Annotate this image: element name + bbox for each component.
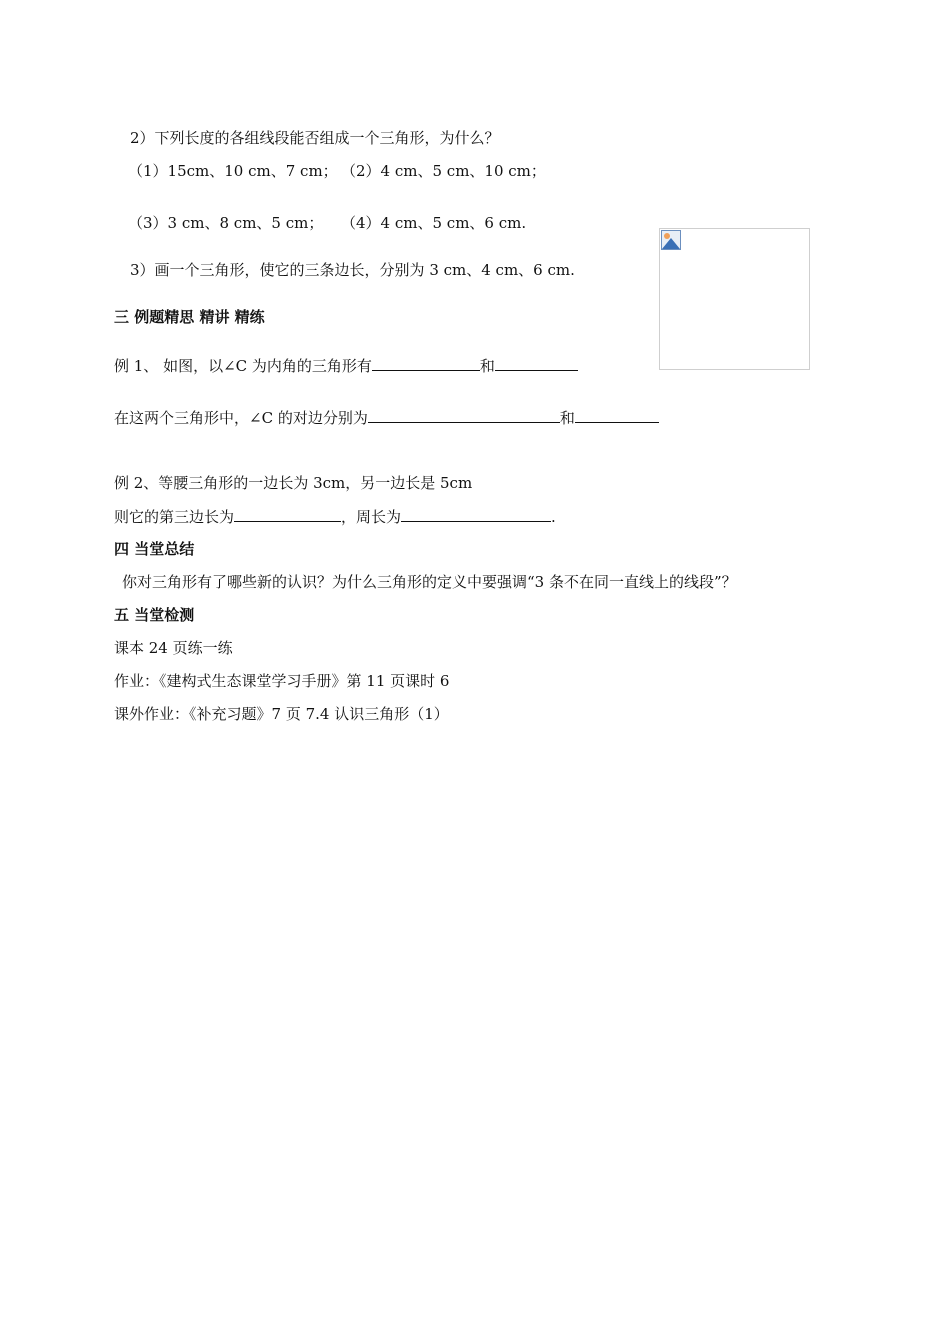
section-5-line-2: 作业：《建构式生态课堂学习手册》第 11 页课时 6 bbox=[114, 672, 450, 690]
example-1-line-2 bbox=[114, 407, 659, 428]
period-text: . bbox=[551, 508, 556, 526]
answer-blank[interactable] bbox=[575, 407, 659, 423]
section-5-line-1: 课本 24 页练一练 bbox=[114, 639, 233, 657]
answer-blank[interactable] bbox=[372, 355, 480, 371]
question-2-option-1: （1）15cm、10 cm、7 cm； bbox=[128, 162, 338, 180]
triangle-figure bbox=[659, 228, 810, 370]
section-5-heading: 五 当堂检测 bbox=[114, 606, 195, 624]
example-2-line-2 bbox=[114, 506, 556, 527]
section-4-heading: 四 当堂总结 bbox=[114, 540, 195, 558]
answer-blank[interactable] bbox=[495, 355, 578, 371]
answer-blank[interactable] bbox=[401, 506, 551, 522]
example-2-line-1: 例 2、等腰三角形的一边长为 3cm，另一边长是 5cm bbox=[114, 474, 473, 492]
broken-image-icon bbox=[661, 230, 681, 250]
and-text: 和 bbox=[559, 409, 575, 427]
section-5-line-3: 课外作业：《补充习题》7 页 7.4 认识三角形（1） bbox=[114, 705, 449, 723]
question-2-title: 2）下列长度的各组线段能否组成一个三角形，为什么？ bbox=[130, 129, 500, 147]
section-3-heading: 三 例题精思 精讲 精练 bbox=[114, 308, 265, 326]
example-1-line-1 bbox=[114, 355, 578, 376]
answer-blank[interactable] bbox=[234, 506, 341, 522]
section-4-text: 你对三角形有了哪些新的认识？为什么三角形的定义中要强调“3 条不在同一直线上的线段”？ bbox=[122, 573, 737, 591]
example-1-question: 例 1、 如图，以∠C 为内角的三角形有 bbox=[114, 357, 372, 375]
question-2-option-4: （4）4 cm、5 cm、6 cm. bbox=[341, 214, 527, 232]
answer-blank[interactable] bbox=[368, 407, 560, 423]
and-text: 和 bbox=[479, 357, 495, 375]
question-3-title: 3）画一个三角形，使它的三条边长，分别为 3 cm、4 cm、6 cm. bbox=[130, 261, 575, 279]
third-side-text: 则它的第三边长为 bbox=[114, 508, 235, 526]
question-2-option-3: （3）3 cm、8 cm、5 cm； bbox=[128, 214, 324, 232]
example-1-question-2: 在这两个三角形中，∠C 的对边分别为 bbox=[114, 409, 368, 427]
question-2-option-2: （2）4 cm、5 cm、10 cm； bbox=[341, 162, 546, 180]
perimeter-text: ，周长为 bbox=[341, 508, 402, 526]
